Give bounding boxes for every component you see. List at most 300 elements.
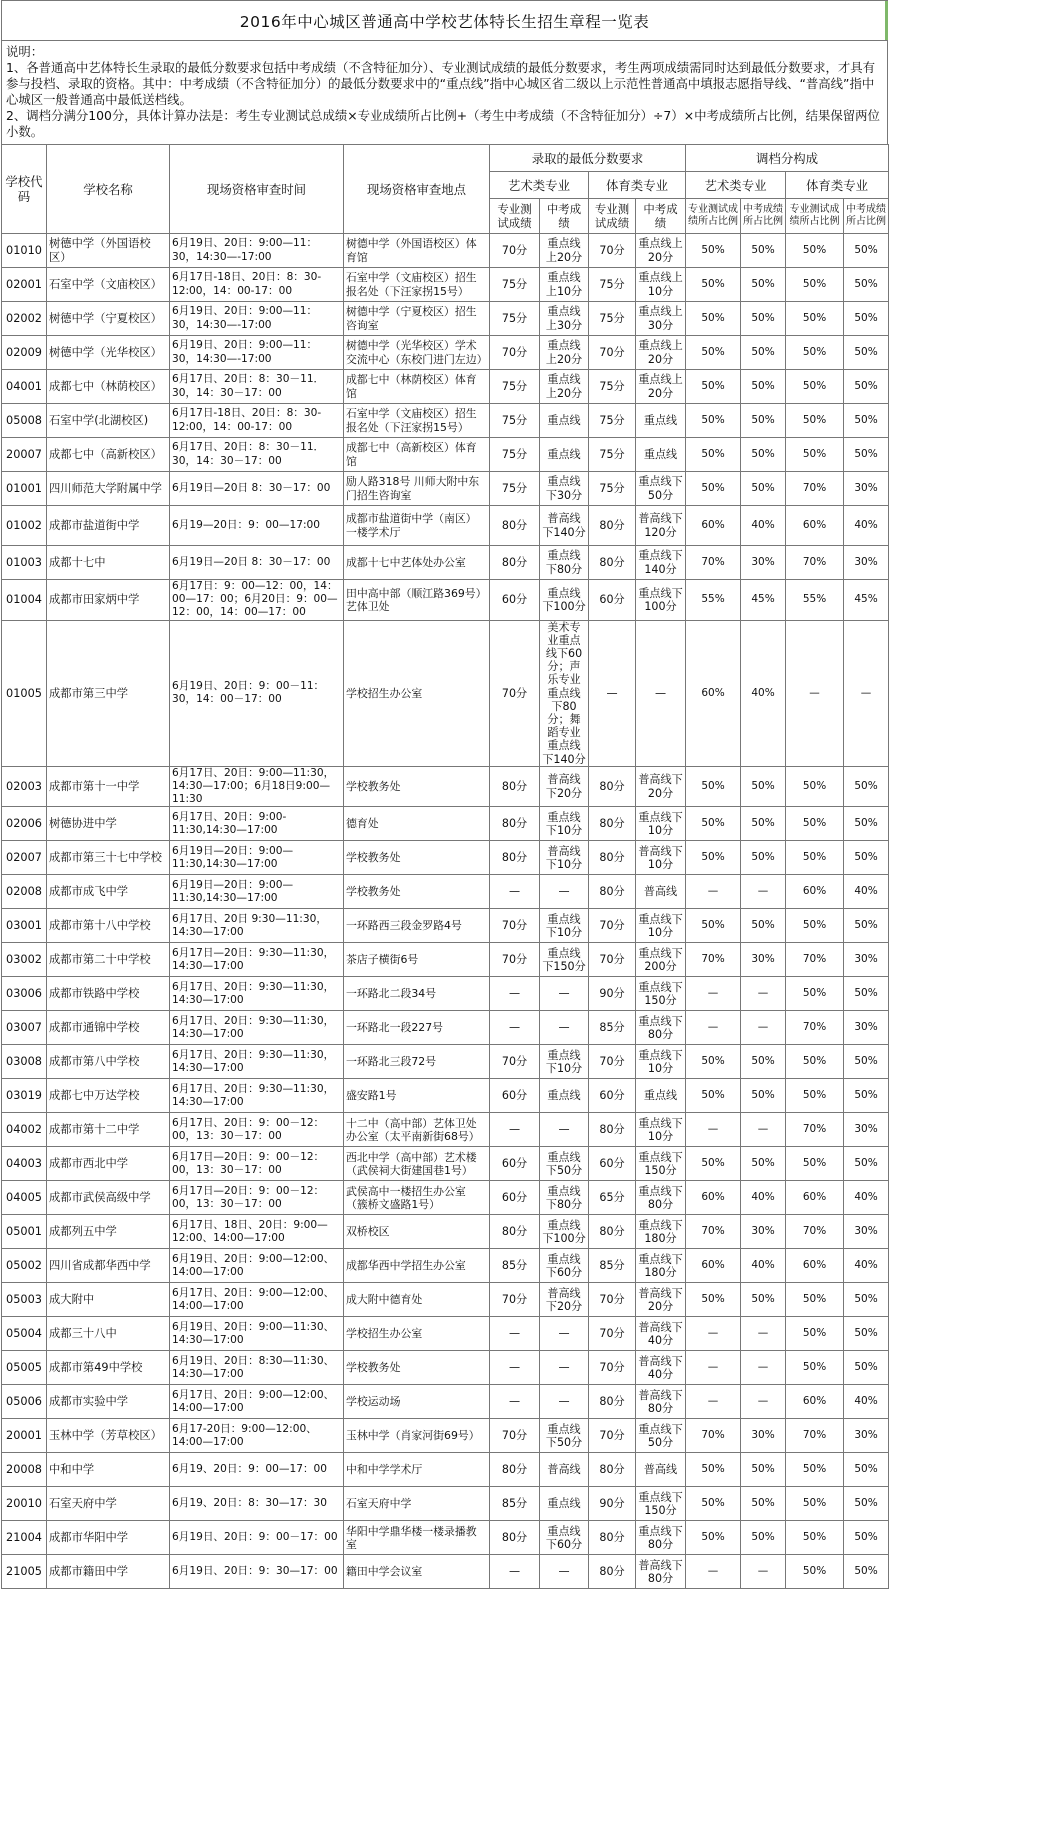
review-location: 西北中学（高中部）艺术楼（武侯祠大街建国巷1号）	[344, 1147, 490, 1181]
art-prof-ratio: 50%	[686, 1147, 741, 1181]
review-time: 6月19—20日：9：00—17:00	[170, 506, 344, 546]
art-zhongkao-min: —	[540, 977, 589, 1011]
review-location: 田中高中部（顺江路369号）艺体卫处	[344, 580, 490, 621]
art-zk-ratio: 50%	[741, 438, 786, 472]
art-zk-ratio: 50%	[741, 1453, 786, 1487]
review-time: 6月17日、20日 9:30—11:30，14:30—17:00	[170, 909, 344, 943]
review-location: 学校教务处	[344, 766, 490, 807]
art-test-min: —	[490, 1555, 540, 1589]
sport-test-min: 80分	[589, 1215, 636, 1249]
sport-prof-ratio: 70%	[786, 943, 844, 977]
sport-prof-ratio: 50%	[786, 909, 844, 943]
art-prof-ratio: 50%	[686, 841, 741, 875]
art-test-min: 85分	[490, 1487, 540, 1521]
review-time: 6月19日、20日：9：00－11：30，14：00－17：00	[170, 620, 344, 766]
review-location: 中和中学学术厅	[344, 1453, 490, 1487]
art-zhongkao-min: —	[540, 1555, 589, 1589]
sport-prof-ratio: 50%	[786, 1147, 844, 1181]
sport-prof-ratio: 50%	[786, 1521, 844, 1555]
school-code: 05005	[2, 1351, 47, 1385]
art-test-min: 70分	[490, 1419, 540, 1453]
school-code: 01003	[2, 546, 47, 580]
review-time: 6月19日、20日：9:00—11：30，14:30—-17:00	[170, 302, 344, 336]
art-test-min: —	[490, 977, 540, 1011]
review-location: 双桥校区	[344, 1215, 490, 1249]
review-time: 6月17日—20日：9：00－12：00，13：30－17：00	[170, 1147, 344, 1181]
sport-test-min: 75分	[589, 268, 636, 302]
sport-zhongkao-min: 普高线下20分	[636, 766, 686, 807]
art-prof-ratio: 50%	[686, 807, 741, 841]
sport-prof-ratio: 50%	[786, 766, 844, 807]
art-test-min: 70分	[490, 943, 540, 977]
review-location: 成都十七中艺体处办公室	[344, 546, 490, 580]
school-name: 树德协进中学	[47, 807, 170, 841]
table-row	[2, 1283, 889, 1317]
art-zk-ratio: 50%	[741, 807, 786, 841]
sport-zk-ratio: 50%	[844, 1317, 889, 1351]
sport-zhongkao-min: 重点线下80分	[636, 1011, 686, 1045]
sport-zhongkao-min: 重点线	[636, 438, 686, 472]
sport-zhongkao-min: 重点线下180分	[636, 1215, 686, 1249]
sport-zhongkao-min: 普高线下80分	[636, 1385, 686, 1419]
review-time: 6月17日、20日：8：30－11．30，14：30－17：00	[170, 370, 344, 404]
header-name: 学校名称	[47, 145, 170, 234]
sport-test-min: 80分	[589, 1521, 636, 1555]
art-zhongkao-min: —	[540, 1351, 589, 1385]
art-zk-ratio: 50%	[741, 766, 786, 807]
sport-zhongkao-min: 重点线下80分	[636, 1181, 686, 1215]
sport-zhongkao-min: 重点线上20分	[636, 234, 686, 268]
art-prof-ratio: 50%	[686, 1453, 741, 1487]
sport-test-min: 60分	[589, 1147, 636, 1181]
sport-test-min: 80分	[589, 807, 636, 841]
sport-zk-ratio: 50%	[844, 438, 889, 472]
art-prof-ratio: —	[686, 1113, 741, 1147]
sport-zhongkao-min: 重点线上30分	[636, 302, 686, 336]
art-zk-ratio: 50%	[741, 1045, 786, 1079]
header-weights: 调档分构成	[686, 145, 889, 172]
sport-zk-ratio: 50%	[844, 841, 889, 875]
sport-prof-ratio: 50%	[786, 1351, 844, 1385]
sport-test-min: —	[589, 620, 636, 766]
art-zk-ratio: —	[741, 1351, 786, 1385]
sport-zk-ratio: 50%	[844, 302, 889, 336]
sport-zhongkao-min: 重点线上20分	[636, 336, 686, 370]
sport-prof-ratio: 60%	[786, 1181, 844, 1215]
sport-prof-ratio: 70%	[786, 472, 844, 506]
art-zhongkao-min: 重点线下80分	[540, 1181, 589, 1215]
sport-zk-ratio: 30%	[844, 1419, 889, 1453]
art-zhongkao-min: 普高线下20分	[540, 766, 589, 807]
review-location: 盛安路1号	[344, 1079, 490, 1113]
review-time: 6月17日-18日、20日：8：30-12:00，14：00-17：00	[170, 404, 344, 438]
review-location: 树德中学（光华校区）学术交流中心（东校门进门左边）	[344, 336, 490, 370]
art-test-min: 75分	[490, 268, 540, 302]
review-location: 学校教务处	[344, 875, 490, 909]
school-name: 四川省成都华西中学	[47, 1249, 170, 1283]
sport-test-min: 90分	[589, 1487, 636, 1521]
art-test-min: 70分	[490, 1283, 540, 1317]
art-zk-ratio: 50%	[741, 336, 786, 370]
sport-prof-ratio: 70%	[786, 1011, 844, 1045]
school-code: 03006	[2, 977, 47, 1011]
art-prof-ratio: 50%	[686, 404, 741, 438]
table-row	[2, 875, 889, 909]
sport-prof-ratio: —	[786, 620, 844, 766]
art-test-min: 80分	[490, 807, 540, 841]
art-zk-ratio: 50%	[741, 841, 786, 875]
review-time: 6月17日、20日：9:00-11:30,14:30—17:00	[170, 807, 344, 841]
school-code: 02006	[2, 807, 47, 841]
sport-prof-ratio: 60%	[786, 1249, 844, 1283]
header-sport-prof-ratio: 专业测试成绩所占比例	[786, 199, 844, 234]
sport-test-min: 80分	[589, 1453, 636, 1487]
sport-zhongkao-min: 重点线下10分	[636, 807, 686, 841]
art-prof-ratio: —	[686, 1011, 741, 1045]
sport-zhongkao-min: 重点线下100分	[636, 580, 686, 621]
art-prof-ratio: 70%	[686, 1215, 741, 1249]
header-art-zhongkao: 中考成绩	[540, 199, 589, 234]
sport-zk-ratio: 40%	[844, 1385, 889, 1419]
sport-test-min: 60分	[589, 580, 636, 621]
art-test-min: —	[490, 1317, 540, 1351]
sport-prof-ratio: 55%	[786, 580, 844, 621]
sport-prof-ratio: 60%	[786, 1385, 844, 1419]
sport-zhongkao-min: 重点线下150分	[636, 1487, 686, 1521]
review-location: 一环路北二段34号	[344, 977, 490, 1011]
review-time: 6月19、20日：8：30—17：30	[170, 1487, 344, 1521]
school-name: 树德中学（宁夏校区）	[47, 302, 170, 336]
table-row	[2, 404, 889, 438]
sport-zk-ratio: 50%	[844, 336, 889, 370]
art-test-min: —	[490, 1351, 540, 1385]
table-body	[2, 234, 889, 1589]
review-location: 成大附中德育处	[344, 1283, 490, 1317]
sport-test-min: 75分	[589, 404, 636, 438]
sport-zk-ratio: 50%	[844, 370, 889, 404]
school-code: 03002	[2, 943, 47, 977]
table-row	[2, 1351, 889, 1385]
sport-prof-ratio: 50%	[786, 370, 844, 404]
art-zhongkao-min: —	[540, 1385, 589, 1419]
art-test-min: 75分	[490, 438, 540, 472]
sport-test-min: 70分	[589, 1351, 636, 1385]
school-name: 成都市华阳中学	[47, 1521, 170, 1555]
sport-zhongkao-min: 重点线下150分	[636, 977, 686, 1011]
art-prof-ratio: 50%	[686, 302, 741, 336]
review-location: 一环路北三段72号	[344, 1045, 490, 1079]
art-zhongkao-min: —	[540, 875, 589, 909]
sport-prof-ratio: 50%	[786, 268, 844, 302]
art-zhongkao-min: 重点线上20分	[540, 234, 589, 268]
art-prof-ratio: —	[686, 1351, 741, 1385]
sport-prof-ratio: 50%	[786, 234, 844, 268]
review-location: 石室中学（文庙校区）招生报名处（下汪家拐15号）	[344, 268, 490, 302]
sport-zk-ratio: 40%	[844, 1249, 889, 1283]
school-code: 05003	[2, 1283, 47, 1317]
art-zhongkao-min: 重点线下100分	[540, 1215, 589, 1249]
school-code: 05002	[2, 1249, 47, 1283]
table-row	[2, 841, 889, 875]
sport-zhongkao-min: 普高线	[636, 875, 686, 909]
art-test-min: 80分	[490, 841, 540, 875]
school-name: 成都十七中	[47, 546, 170, 580]
sport-prof-ratio: 60%	[786, 875, 844, 909]
sport-zk-ratio: 50%	[844, 1045, 889, 1079]
sport-test-min: 80分	[589, 546, 636, 580]
sport-zhongkao-min: 普高线下120分	[636, 506, 686, 546]
art-zk-ratio: 50%	[741, 1283, 786, 1317]
review-time: 6月19日—20日 8：30－17：00	[170, 546, 344, 580]
review-time: 6月17日、20日：9:30—11:30，14:30—17:00	[170, 1011, 344, 1045]
school-code: 20001	[2, 1419, 47, 1453]
art-zhongkao-min: 重点线下80分	[540, 546, 589, 580]
review-location: 励人路318号 川师大附中东门招生咨询室	[344, 472, 490, 506]
school-name: 成都市通锦中学校	[47, 1011, 170, 1045]
art-zk-ratio: 50%	[741, 1147, 786, 1181]
sport-zhongkao-min: 重点线下200分	[636, 943, 686, 977]
art-zk-ratio: 50%	[741, 1487, 786, 1521]
sport-prof-ratio: 70%	[786, 1215, 844, 1249]
sport-zk-ratio: 50%	[844, 1283, 889, 1317]
art-prof-ratio: 50%	[686, 472, 741, 506]
header-sport-zhongkao: 中考成绩	[636, 199, 686, 234]
art-prof-ratio: 50%	[686, 234, 741, 268]
art-zhongkao-min: 重点线下150分	[540, 943, 589, 977]
art-test-min: 80分	[490, 546, 540, 580]
art-zk-ratio: 50%	[741, 472, 786, 506]
sport-test-min: 70分	[589, 336, 636, 370]
table-row	[2, 472, 889, 506]
header-sport-min: 体育类专业	[589, 172, 686, 199]
review-time: 6月17日-18日、20日：8：30-12:00，14：00-17：00	[170, 268, 344, 302]
sport-prof-ratio: 60%	[786, 506, 844, 546]
school-name: 成都市第二十中学校	[47, 943, 170, 977]
art-zk-ratio: —	[741, 1317, 786, 1351]
table-row	[2, 1555, 889, 1589]
art-zhongkao-min: 重点线上30分	[540, 302, 589, 336]
notes-heading: 说明：	[6, 44, 44, 59]
school-code: 01001	[2, 472, 47, 506]
sport-zk-ratio: 30%	[844, 472, 889, 506]
art-prof-ratio: —	[686, 1317, 741, 1351]
art-zhongkao-min: 美术专业重点线下60分；声乐专业重点线下80分；舞蹈专业重点线下140分	[540, 620, 589, 766]
art-test-min: 60分	[490, 1147, 540, 1181]
art-test-min: 70分	[490, 620, 540, 766]
art-zk-ratio: 30%	[741, 1419, 786, 1453]
art-zk-ratio: 40%	[741, 1249, 786, 1283]
art-zhongkao-min: 普高线	[540, 1453, 589, 1487]
art-zhongkao-min: 普高线下140分	[540, 506, 589, 546]
art-zk-ratio: 50%	[741, 234, 786, 268]
review-time: 6月19日、20日：8:30—11:30、14:30—17:00	[170, 1351, 344, 1385]
art-zhongkao-min: 重点线下50分	[540, 1419, 589, 1453]
art-test-min: 85分	[490, 1249, 540, 1283]
sport-zk-ratio: 50%	[844, 234, 889, 268]
sport-zk-ratio: 50%	[844, 1453, 889, 1487]
sport-prof-ratio: 50%	[786, 336, 844, 370]
sport-test-min: 75分	[589, 438, 636, 472]
school-name: 成都市第八中学校	[47, 1045, 170, 1079]
sport-zk-ratio: 30%	[844, 546, 889, 580]
sport-prof-ratio: 70%	[786, 546, 844, 580]
table-row	[2, 580, 889, 621]
art-zhongkao-min: 重点线下30分	[540, 472, 589, 506]
review-location: 成都七中（高新校区）体育馆	[344, 438, 490, 472]
school-code: 04005	[2, 1181, 47, 1215]
sport-zk-ratio: 50%	[844, 1147, 889, 1181]
sport-test-min: 75分	[589, 370, 636, 404]
art-prof-ratio: 60%	[686, 1181, 741, 1215]
art-test-min: 75分	[490, 370, 540, 404]
art-zhongkao-min: 重点线下60分	[540, 1521, 589, 1555]
school-code: 21004	[2, 1521, 47, 1555]
art-zhongkao-min: 重点线上20分	[540, 336, 589, 370]
sport-test-min: 75分	[589, 302, 636, 336]
art-prof-ratio: 70%	[686, 943, 741, 977]
school-code: 02003	[2, 766, 47, 807]
school-code: 01002	[2, 506, 47, 546]
review-time: 6月17日、20日：9:00—11:30，14:30—17:00；6月18日9:00—11:30	[170, 766, 344, 807]
review-location: 石室天府中学	[344, 1487, 490, 1521]
sport-zk-ratio: 50%	[844, 909, 889, 943]
art-zk-ratio: 50%	[741, 302, 786, 336]
sport-test-min: 80分	[589, 875, 636, 909]
review-location: 学校招生办公室	[344, 620, 490, 766]
art-test-min: 80分	[490, 1215, 540, 1249]
sport-prof-ratio: 70%	[786, 1113, 844, 1147]
sport-prof-ratio: 50%	[786, 1079, 844, 1113]
art-prof-ratio: —	[686, 1385, 741, 1419]
school-name: 成都市实验中学	[47, 1385, 170, 1419]
sport-test-min: 80分	[589, 766, 636, 807]
art-zk-ratio: —	[741, 977, 786, 1011]
school-name: 石室天府中学	[47, 1487, 170, 1521]
review-time: 6月19日—20日 8：30－17：00	[170, 472, 344, 506]
header-art-prof-test: 专业测试成绩	[490, 199, 540, 234]
review-location: 一环路北一段227号	[344, 1011, 490, 1045]
art-zk-ratio: 50%	[741, 268, 786, 302]
table-row	[2, 438, 889, 472]
art-prof-ratio: 50%	[686, 1487, 741, 1521]
art-zk-ratio: 45%	[741, 580, 786, 621]
school-code: 05001	[2, 1215, 47, 1249]
art-test-min: 70分	[490, 909, 540, 943]
sport-prof-ratio: 50%	[786, 1555, 844, 1589]
art-prof-ratio: 70%	[686, 1419, 741, 1453]
art-test-min: —	[490, 1011, 540, 1045]
review-location: 成都七中（林荫校区）体育馆	[344, 370, 490, 404]
sport-zhongkao-min: 重点线上20分	[636, 370, 686, 404]
school-name: 成都市成飞中学	[47, 875, 170, 909]
sport-zk-ratio: 40%	[844, 1181, 889, 1215]
art-zhongkao-min: 重点线下100分	[540, 580, 589, 621]
school-code: 20007	[2, 438, 47, 472]
school-name: 成都七中（高新校区）	[47, 438, 170, 472]
art-test-min: 75分	[490, 404, 540, 438]
sport-prof-ratio: 70%	[786, 1419, 844, 1453]
review-location: 十二中（高中部）艺体卫处办公室（太平南新街68号）	[344, 1113, 490, 1147]
table-row	[2, 1317, 889, 1351]
school-name: 玉林中学（芳草校区）	[47, 1419, 170, 1453]
school-code: 01004	[2, 580, 47, 621]
sport-zhongkao-min: 重点线上10分	[636, 268, 686, 302]
sport-prof-ratio: 50%	[786, 807, 844, 841]
sport-zk-ratio: —	[844, 620, 889, 766]
review-time: 6月17日、18日、20日：9:00—12:00、14:00—17:00	[170, 1215, 344, 1249]
school-code: 21005	[2, 1555, 47, 1589]
art-zk-ratio: 40%	[741, 506, 786, 546]
school-code: 05008	[2, 404, 47, 438]
art-test-min: 70分	[490, 1045, 540, 1079]
art-prof-ratio: 50%	[686, 766, 741, 807]
art-zhongkao-min: 重点线上10分	[540, 268, 589, 302]
art-zk-ratio: —	[741, 875, 786, 909]
review-time: 6月19日、20日：9:00—11:30、14:30—17:00	[170, 1317, 344, 1351]
art-zhongkao-min: —	[540, 1317, 589, 1351]
header-art-prof-ratio: 专业测试成绩所占比例	[686, 199, 741, 234]
sport-zk-ratio: 40%	[844, 506, 889, 546]
header-art-min: 艺术类专业	[490, 172, 589, 199]
note-2: 2、调档分满分100分，具体计算办法是：考生专业测试总成绩×专业成绩所占比例+（考生中考成绩（不含特征加分）÷7）×中考成绩所占比例，结果保留两位小数。	[6, 108, 880, 139]
art-zhongkao-min: 重点线	[540, 1487, 589, 1521]
school-name: 四川师范大学附属中学	[47, 472, 170, 506]
review-time: 6月17日、20日：9:00—12:00、14:00—17:00	[170, 1385, 344, 1419]
art-test-min: —	[490, 875, 540, 909]
school-code: 03008	[2, 1045, 47, 1079]
note-1: 1、各普通高中艺体特长生录取的最低分数要求包括中考成绩（不含特征加分）、专业测试成绩的最低分数要求，考生两项成绩需同时达到最低分数要求，才具有参与投档、录取的资格。其中：中考成绩（不含特征加分）的最低分数要求中的“重点线”指中心城区省二级以上示范性普通高中填报志愿指导线、“普高线”指中心城区一般普通高中最低送档线。	[6, 60, 876, 107]
art-test-min: 60分	[490, 580, 540, 621]
school-name: 石室中学(北湖校区)	[47, 404, 170, 438]
table-row	[2, 766, 889, 807]
sport-prof-ratio: 50%	[786, 1317, 844, 1351]
sport-test-min: 80分	[589, 841, 636, 875]
table-row	[2, 268, 889, 302]
school-code: 04002	[2, 1113, 47, 1147]
sport-zk-ratio: 45%	[844, 580, 889, 621]
review-location: 树德中学（宁夏校区）招生咨询室	[344, 302, 490, 336]
review-location: 学校招生办公室	[344, 1317, 490, 1351]
school-name: 成大附中	[47, 1283, 170, 1317]
sport-test-min: 70分	[589, 1283, 636, 1317]
school-code: 02008	[2, 875, 47, 909]
art-zk-ratio: 40%	[741, 1181, 786, 1215]
sport-zk-ratio: 50%	[844, 977, 889, 1011]
sport-prof-ratio: 50%	[786, 841, 844, 875]
review-time: 6月17日、20日：9:30—11:30，14:30—17:00	[170, 1045, 344, 1079]
sport-zk-ratio: 30%	[844, 1215, 889, 1249]
art-prof-ratio: 50%	[686, 268, 741, 302]
sport-zk-ratio: 50%	[844, 1555, 889, 1589]
art-zk-ratio: —	[741, 1385, 786, 1419]
art-test-min: 70分	[490, 336, 540, 370]
sport-prof-ratio: 50%	[786, 1453, 844, 1487]
sport-prof-ratio: 50%	[786, 977, 844, 1011]
art-test-min: 60分	[490, 1079, 540, 1113]
table-row	[2, 1249, 889, 1283]
sport-test-min: 60分	[589, 1079, 636, 1113]
art-test-min: 60分	[490, 1181, 540, 1215]
sport-zhongkao-min: 重点线下10分	[636, 909, 686, 943]
school-name: 中和中学	[47, 1453, 170, 1487]
sport-zhongkao-min: 重点线	[636, 1079, 686, 1113]
table-row	[2, 1453, 889, 1487]
review-time: 6月19日、20日：9:00—12:00、14:00—17:00	[170, 1249, 344, 1283]
school-code: 04003	[2, 1147, 47, 1181]
sport-prof-ratio: 50%	[786, 404, 844, 438]
header-time: 现场资格审查时间	[170, 145, 344, 234]
sport-zk-ratio: 50%	[844, 766, 889, 807]
